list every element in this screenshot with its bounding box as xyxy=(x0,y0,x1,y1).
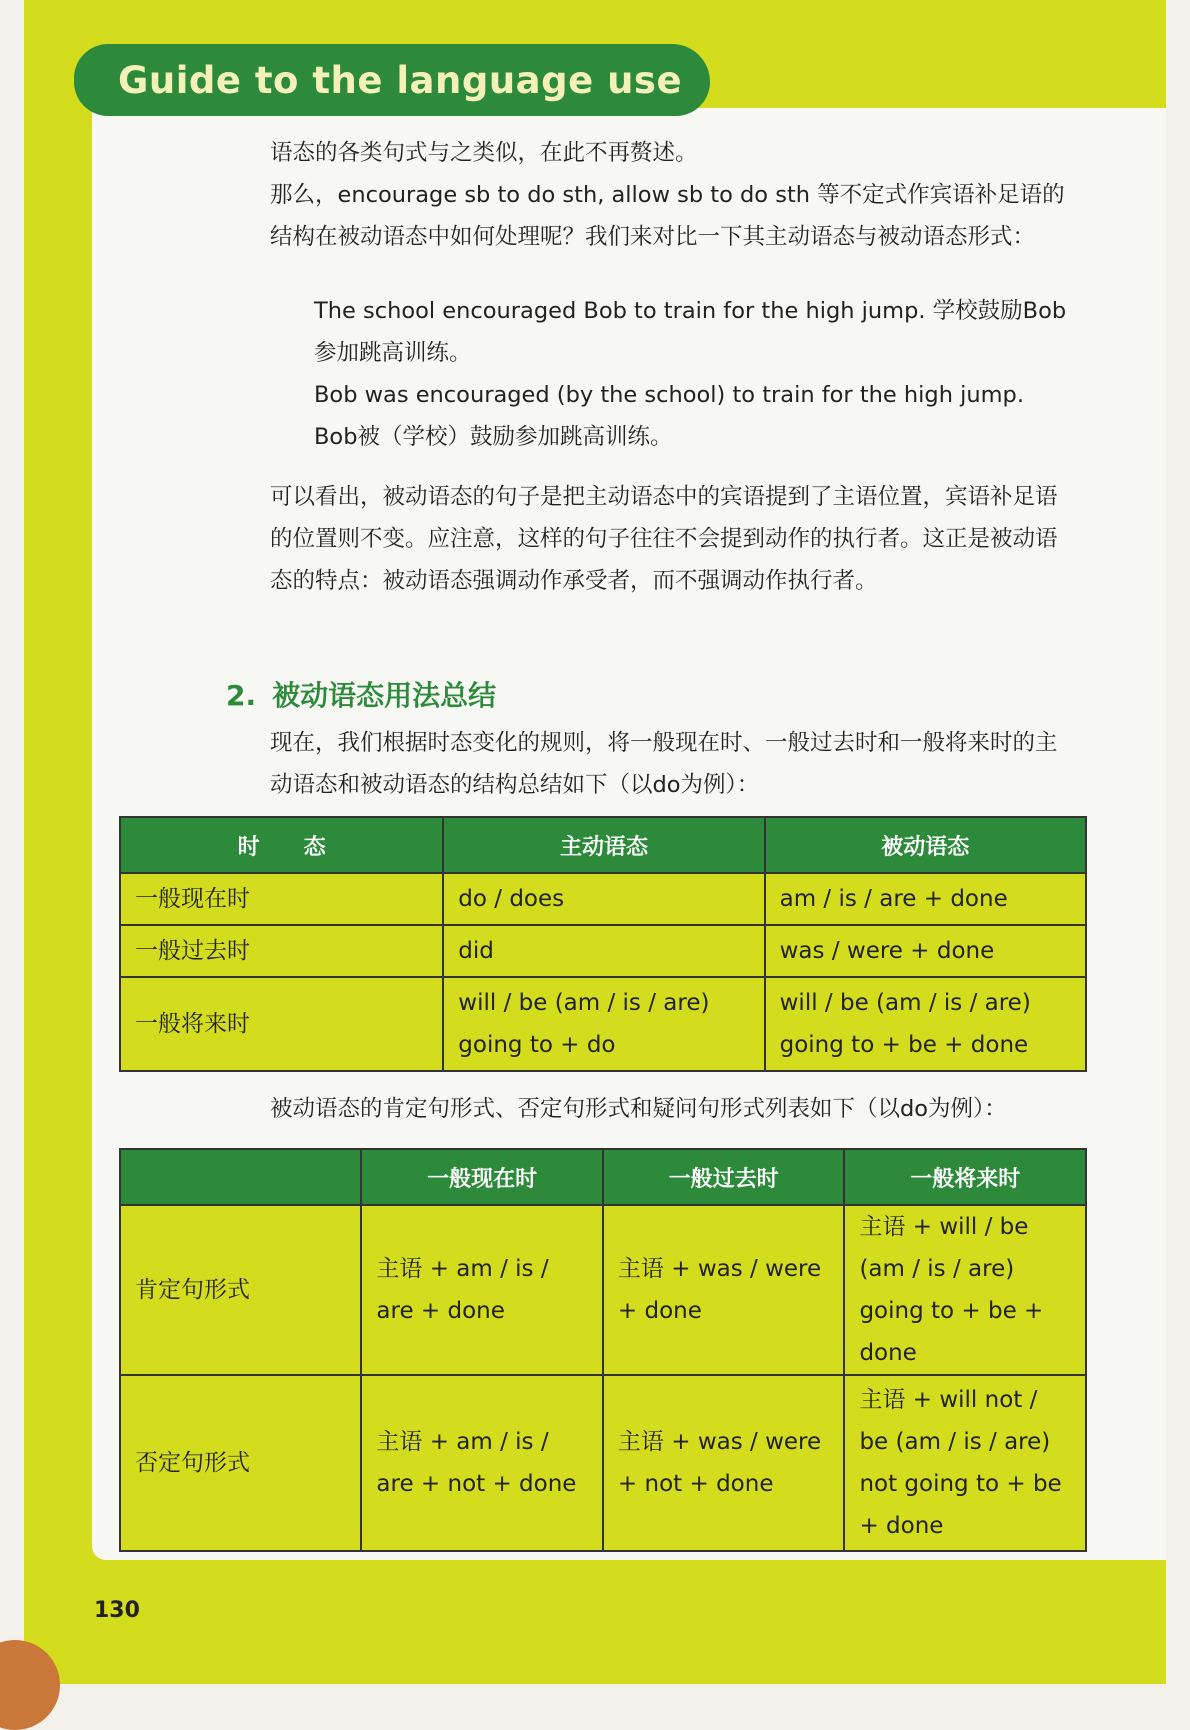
paragraph-question: 那么，encourage sb to do sth, allow sb to do sth 等不定式作宾语补足语的结构在被动语态中如何处理呢？我们来对比一下其主动语态与被动语态形式： xyxy=(270,182,1065,250)
table-header-cell: 主动语态 xyxy=(443,817,764,873)
table-cell: 一般将来时 xyxy=(120,977,443,1071)
table-cell: 主语 + will / be (am / is / are) going to + be + done xyxy=(844,1205,1086,1375)
table-cell: will / be (am / is / are) going to + be + done xyxy=(765,977,1086,1071)
table-header-cell: 被动语态 xyxy=(765,817,1086,873)
table-header-cell: 一般过去时 xyxy=(603,1149,845,1205)
tense-table xyxy=(119,816,1087,1072)
table-header-cell: 一般现在时 xyxy=(361,1149,603,1205)
paragraph-forms-intro: 被动语态的肯定句形式、否定句形式和疑问句形式列表如下（以do为例）： xyxy=(270,1096,1007,1122)
table-cell: will / be (am / is / are) going to + do xyxy=(443,977,764,1071)
section-number: 2. xyxy=(226,679,257,712)
table-cell: 主语 + am / is / are + not + done xyxy=(361,1375,603,1551)
table-cell: 一般现在时 xyxy=(120,873,443,925)
table-header-cell: 一般将来时 xyxy=(844,1149,1086,1205)
table-row xyxy=(120,1375,1086,1551)
paragraph-explanation: 可以看出，被动语态的句子是把主动语态中的宾语提到了主语位置，宾语补足语的位置则不变。应注意，这样的句子往往不会提到动作的执行者。这正是被动语态的特点：被动语态强调动作承受者，而不强调动作执行者。 xyxy=(270,484,1058,594)
table-cell: 主语 + am / is / are + done xyxy=(361,1205,603,1375)
table-row xyxy=(120,925,1086,977)
table-cell: 肯定句形式 xyxy=(120,1205,361,1375)
section-title: 被动语态用法总结 xyxy=(272,679,497,712)
table-cell: was / were + done xyxy=(765,925,1086,977)
forms-table xyxy=(119,1148,1087,1552)
section-heading xyxy=(226,674,496,714)
table-header-row xyxy=(120,817,1086,873)
example-passive-en: Bob was encouraged (by the school) to train for the high jump. xyxy=(314,382,1024,408)
table-cell: do / does xyxy=(443,873,764,925)
table-row xyxy=(120,873,1086,925)
page-number: 130 xyxy=(94,1598,140,1623)
table-cell: am / is / are + done xyxy=(765,873,1086,925)
example-passive-zh: Bob被（学校）鼓励参加跳高训练。 xyxy=(314,424,673,450)
table-cell: 主语 + was / were + done xyxy=(603,1205,845,1375)
table-header-cell xyxy=(120,1149,361,1205)
paragraph-intro: 语态的各类句式与之类似，在此不再赘述。 xyxy=(270,140,698,166)
table-row xyxy=(120,1205,1086,1375)
banner-title: Guide to the language use xyxy=(118,58,683,102)
table-cell: 主语 + was / were + not + done xyxy=(603,1375,845,1551)
table-row xyxy=(120,977,1086,1071)
table-cell: 否定句形式 xyxy=(120,1375,361,1551)
table-cell: did xyxy=(443,925,764,977)
table-header-cell: 时 态 xyxy=(120,817,443,873)
table-cell: 一般过去时 xyxy=(120,925,443,977)
table-cell: 主语 + will not / be (am / is / are) not going to + be + done xyxy=(844,1375,1086,1551)
paragraph-summary: 现在，我们根据时态变化的规则，将一般现在时、一般过去时和一般将来时的主动语态和被动语态的结构总结如下（以do为例）： xyxy=(270,730,1058,798)
section-banner xyxy=(74,44,710,116)
table-header-row xyxy=(120,1149,1086,1205)
example-active: The school encouraged Bob to train for the high jump. 学校鼓励Bob参加跳高训练。 xyxy=(314,298,1067,366)
